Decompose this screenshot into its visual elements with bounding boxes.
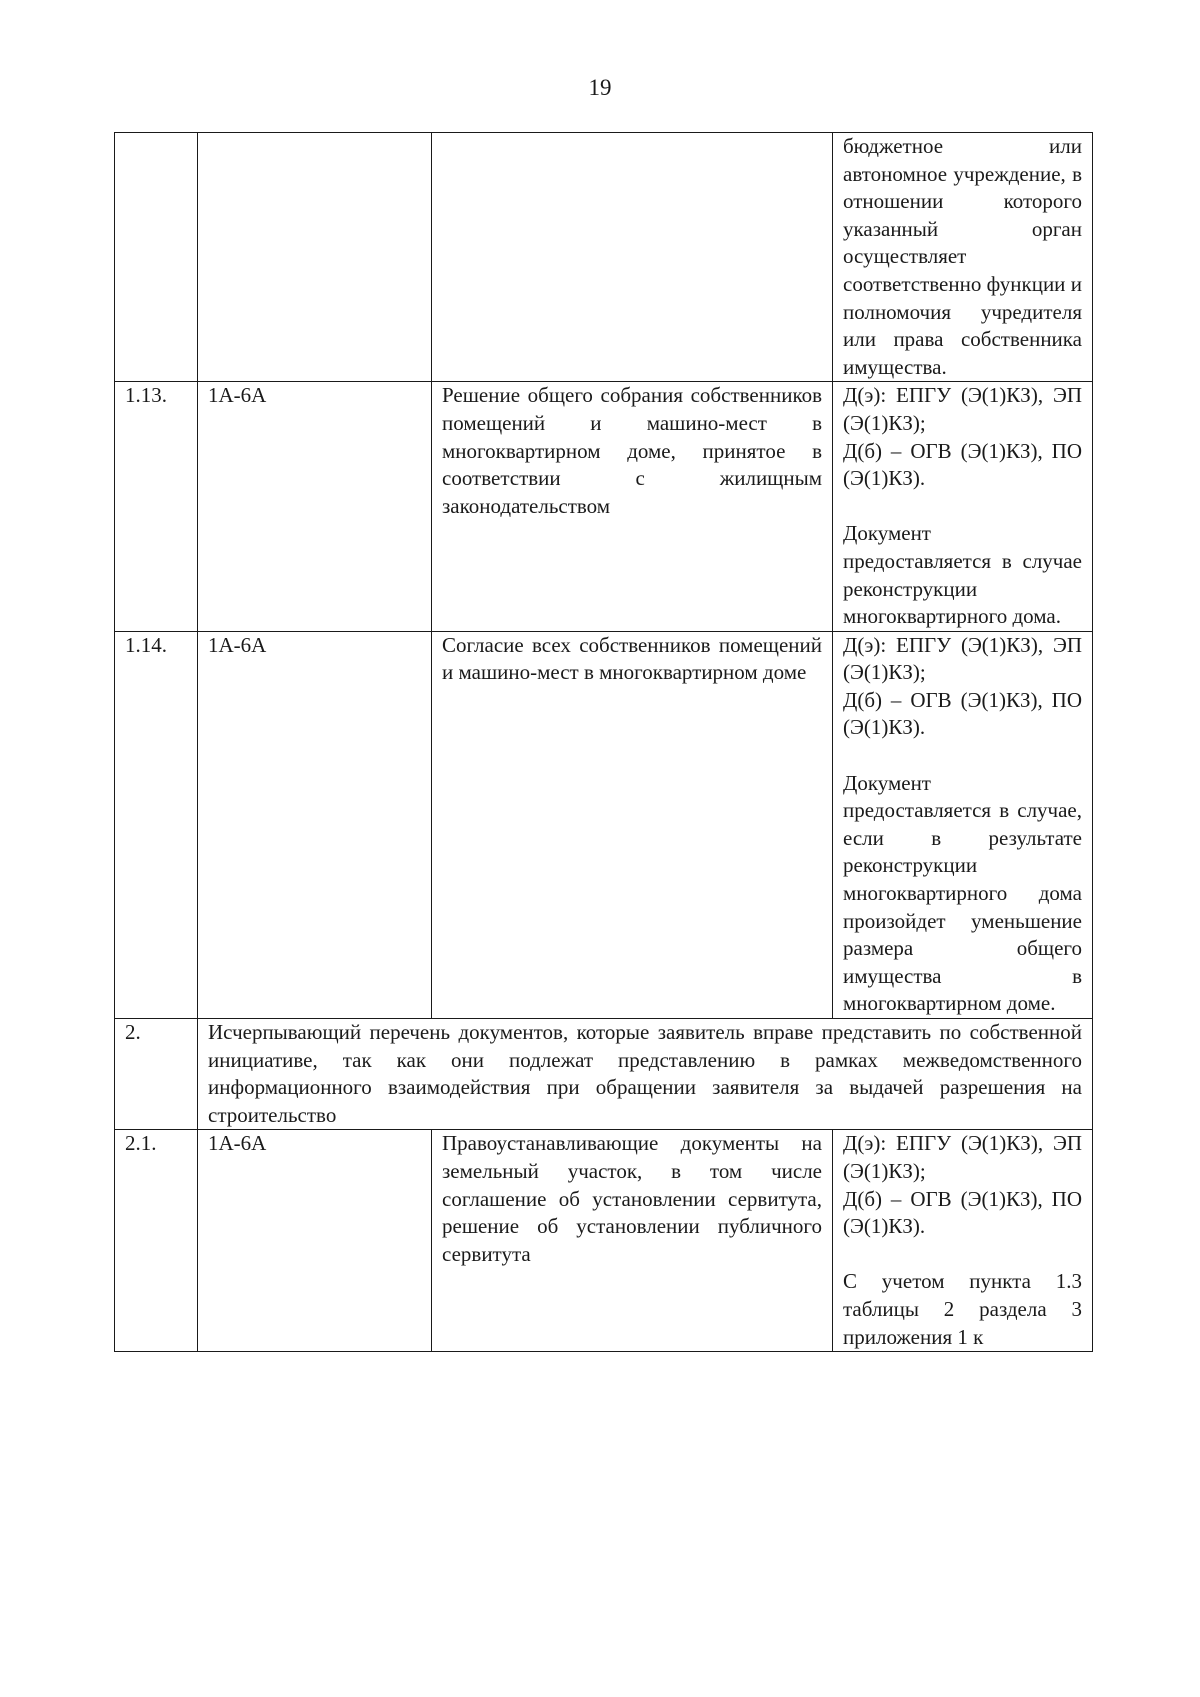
row-notes-cell	[833, 631, 1093, 1018]
paragraph-gap	[843, 742, 1082, 770]
note-paragraph: Д(б) – ОГВ (Э(1)КЗ), ПО (Э(1)КЗ).	[843, 1186, 1082, 1239]
note-paragraph: Документ предоставляется в случае реконструкции многоквартирного дома.	[843, 521, 1082, 629]
row-code-cell: 1А-6А	[198, 1130, 432, 1352]
row-description-cell: Согласие всех собственников помещений и машино-мест в многоквартирном доме	[432, 631, 833, 1018]
note-paragraph: бюджетное или автономное учреждение, в отношении которого указанный орган осуществляет соответственно функции и полномочия учредителя или права собственника имущества.	[843, 134, 1082, 379]
table-row	[115, 1130, 1093, 1352]
row-number-cell	[115, 133, 198, 382]
row-number-cell: 2.1.	[115, 1130, 198, 1352]
row-notes-cell	[833, 1130, 1093, 1352]
paragraph-gap	[843, 493, 1082, 521]
row-code-cell: 1А-6А	[198, 382, 432, 631]
note-paragraph: Документ предоставляется в случае, если в результате реконструкции многоквартирного дома произойдет уменьшение размера общего имущества в многоквартирном доме.	[843, 770, 1082, 1016]
section-row	[115, 1019, 1093, 1130]
section-heading-cell: Исчерпывающий перечень документов, которые заявитель вправе представить по собственной инициативе, так как они подлежат представлению в рамках межведомственного информационного взаимодействия при обращении заявителя за выдачей разрешения на строительство	[198, 1019, 1093, 1130]
note-paragraph: Д(б) – ОГВ (Э(1)КЗ), ПО (Э(1)КЗ).	[843, 687, 1082, 740]
table-row	[115, 631, 1093, 1018]
paragraph-gap	[843, 1241, 1082, 1269]
row-number-cell: 2.	[115, 1019, 198, 1130]
row-notes-cell	[833, 133, 1093, 382]
documents-table	[114, 132, 1093, 1352]
note-paragraph: Д(б) – ОГВ (Э(1)КЗ), ПО (Э(1)КЗ).	[843, 438, 1082, 491]
row-description-cell	[432, 133, 833, 382]
table-row	[115, 133, 1093, 382]
row-description-cell: Правоустанавливающие документы на земельный участок, в том числе соглашение об установлении сервитута, решение об установлении публичного сервитута	[432, 1130, 833, 1352]
row-number-cell: 1.14.	[115, 631, 198, 1018]
note-paragraph: Д(э): ЕПГУ (Э(1)КЗ), ЭП (Э(1)КЗ);	[843, 1131, 1082, 1183]
row-code-cell: 1А-6А	[198, 631, 432, 1018]
note-paragraph: С учетом пункта 1.3 таблицы 2 раздела 3 приложения 1 к	[843, 1269, 1082, 1349]
row-number-cell: 1.13.	[115, 382, 198, 631]
page-number: 19	[588, 75, 612, 100]
note-paragraph: Д(э): ЕПГУ (Э(1)КЗ), ЭП (Э(1)КЗ);	[843, 383, 1082, 435]
row-description-cell: Решение общего собрания собственников помещений и машино-мест в многоквартирном доме, принятое в соответствии с жилищным законодательством	[432, 382, 833, 631]
table-row	[115, 382, 1093, 631]
row-notes-cell	[833, 382, 1093, 631]
row-code-cell	[198, 133, 432, 382]
note-paragraph: Д(э): ЕПГУ (Э(1)КЗ), ЭП (Э(1)КЗ);	[843, 632, 1082, 685]
